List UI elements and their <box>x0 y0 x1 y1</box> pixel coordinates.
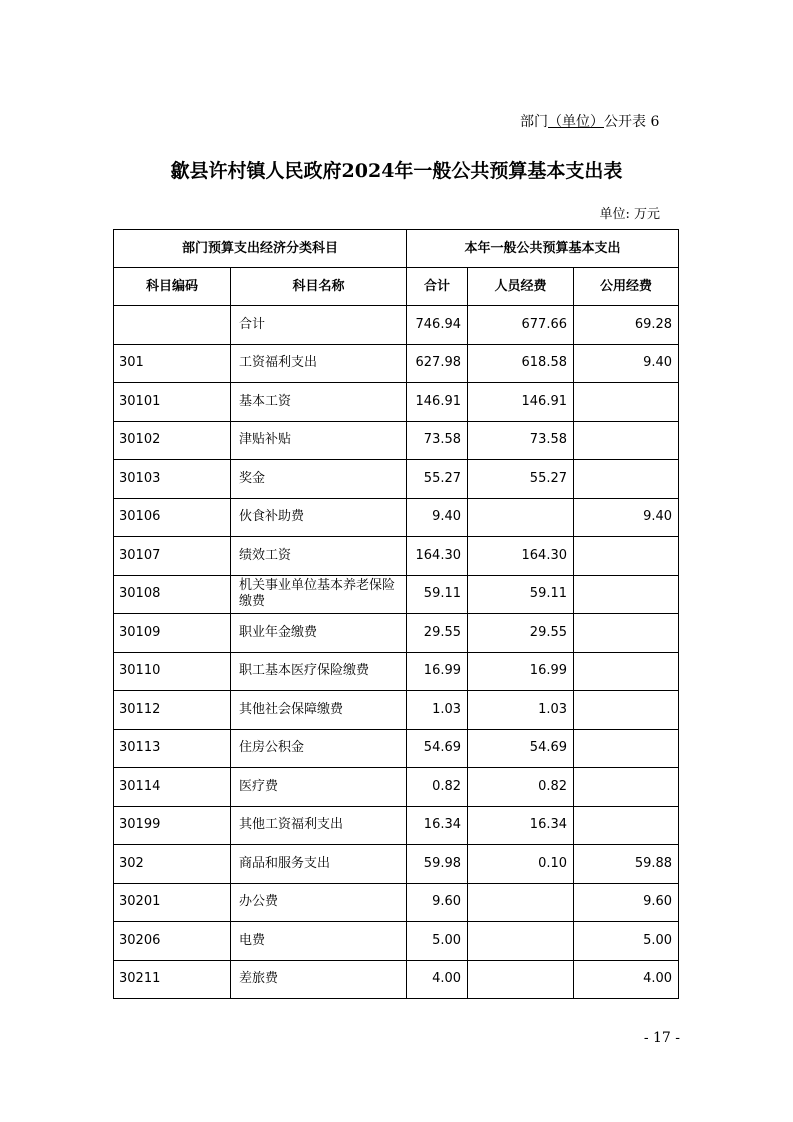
table-row <box>114 383 679 422</box>
cell-name: 合计 <box>231 306 407 345</box>
col-header-name: 科目名称 <box>231 268 407 306</box>
cell-total: 54.69 <box>407 729 468 768</box>
corner-dept: 部门 <box>520 114 548 130</box>
table-number-label <box>520 112 700 132</box>
cell-name: 住房公积金 <box>231 729 407 768</box>
table-row <box>114 806 679 845</box>
cell-code: 30199 <box>114 806 231 845</box>
cell-personnel: 146.91 <box>468 383 574 422</box>
table-row <box>114 344 679 383</box>
cell-code: 30109 <box>114 614 231 653</box>
cell-code: 30112 <box>114 691 231 730</box>
cell-personnel: 1.03 <box>468 691 574 730</box>
cell-total: 55.27 <box>407 460 468 499</box>
cell-name: 其他工资福利支出 <box>231 806 407 845</box>
cell-personnel <box>468 922 574 961</box>
corner-table-no: 公开表 6 <box>604 114 660 130</box>
cell-public: 69.28 <box>574 306 679 345</box>
unit-label: 单位: 万元 <box>599 207 660 222</box>
cell-total: 59.98 <box>407 845 468 884</box>
cell-personnel: 29.55 <box>468 614 574 653</box>
cell-total: 1.03 <box>407 691 468 730</box>
cell-code: 30206 <box>114 922 231 961</box>
table-row <box>114 922 679 961</box>
cell-code: 30114 <box>114 768 231 807</box>
cell-name: 电费 <box>231 922 407 961</box>
table-row <box>114 883 679 922</box>
corner-unit: （单位） <box>548 114 604 130</box>
page-number: - 17 - <box>643 1030 680 1046</box>
budget-table <box>113 229 679 999</box>
table-row <box>114 460 679 499</box>
cell-personnel: 55.27 <box>468 460 574 499</box>
cell-total: 16.99 <box>407 652 468 691</box>
cell-public <box>574 806 679 845</box>
cell-name: 办公费 <box>231 883 407 922</box>
table-row <box>114 960 679 999</box>
table-row <box>114 575 679 614</box>
cell-public: 9.40 <box>574 498 679 537</box>
cell-personnel <box>468 960 574 999</box>
cell-code: 30108 <box>114 575 231 614</box>
table-row <box>114 537 679 576</box>
cell-personnel: 54.69 <box>468 729 574 768</box>
cell-public <box>574 652 679 691</box>
cell-personnel: 0.10 <box>468 845 574 884</box>
cell-name: 职工基本医疗保险缴费 <box>231 652 407 691</box>
table-column-header <box>114 268 679 306</box>
cell-name: 绩效工资 <box>231 537 407 576</box>
cell-code: 30110 <box>114 652 231 691</box>
cell-total: 746.94 <box>407 306 468 345</box>
cell-name: 商品和服务支出 <box>231 845 407 884</box>
cell-total: 29.55 <box>407 614 468 653</box>
cell-public <box>574 460 679 499</box>
col-header-code: 科目编码 <box>114 268 231 306</box>
cell-code: 301 <box>114 344 231 383</box>
cell-name: 伙食补助费 <box>231 498 407 537</box>
cell-personnel: 0.82 <box>468 768 574 807</box>
cell-personnel: 16.99 <box>468 652 574 691</box>
cell-name: 职业年金缴费 <box>231 614 407 653</box>
cell-total: 627.98 <box>407 344 468 383</box>
cell-total: 9.40 <box>407 498 468 537</box>
cell-total: 5.00 <box>407 922 468 961</box>
col-header-public: 公用经费 <box>574 268 679 306</box>
cell-public <box>574 729 679 768</box>
table-body <box>114 306 679 999</box>
cell-code: 30211 <box>114 960 231 999</box>
cell-code: 302 <box>114 845 231 884</box>
cell-public <box>574 537 679 576</box>
cell-code: 30103 <box>114 460 231 499</box>
col-header-total: 合计 <box>407 268 468 306</box>
cell-code: 30201 <box>114 883 231 922</box>
group-header-category: 部门预算支出经济分类科目 <box>114 230 407 268</box>
cell-code: 30113 <box>114 729 231 768</box>
cell-name: 基本工资 <box>231 383 407 422</box>
cell-public <box>574 768 679 807</box>
cell-code: 30107 <box>114 537 231 576</box>
cell-code: 30102 <box>114 421 231 460</box>
cell-personnel <box>468 883 574 922</box>
cell-personnel: 164.30 <box>468 537 574 576</box>
cell-total: 4.00 <box>407 960 468 999</box>
col-header-personnel: 人员经费 <box>468 268 574 306</box>
group-header-expenditure: 本年一般公共预算基本支出 <box>407 230 679 268</box>
page-title: 歙县许村镇人民政府2024年一般公共预算基本支出表 <box>170 160 623 182</box>
cell-name: 医疗费 <box>231 768 407 807</box>
table-row <box>114 729 679 768</box>
cell-public <box>574 383 679 422</box>
cell-personnel: 677.66 <box>468 306 574 345</box>
cell-public: 4.00 <box>574 960 679 999</box>
cell-total: 9.60 <box>407 883 468 922</box>
cell-name: 津贴补贴 <box>231 421 407 460</box>
cell-name: 差旅费 <box>231 960 407 999</box>
cell-code: 30101 <box>114 383 231 422</box>
cell-personnel: 16.34 <box>468 806 574 845</box>
cell-name: 其他社会保障缴费 <box>231 691 407 730</box>
cell-public <box>574 575 679 614</box>
table-row <box>114 306 679 345</box>
cell-public <box>574 691 679 730</box>
cell-total: 73.58 <box>407 421 468 460</box>
cell-personnel: 59.11 <box>468 575 574 614</box>
table-row <box>114 614 679 653</box>
cell-personnel: 618.58 <box>468 344 574 383</box>
cell-code <box>114 306 231 345</box>
cell-public: 9.60 <box>574 883 679 922</box>
cell-total: 16.34 <box>407 806 468 845</box>
table-row <box>114 845 679 884</box>
cell-public <box>574 614 679 653</box>
cell-public <box>574 421 679 460</box>
cell-total: 164.30 <box>407 537 468 576</box>
cell-total: 0.82 <box>407 768 468 807</box>
cell-name: 机关事业单位基本养老保险缴费 <box>231 575 407 614</box>
table-group-header <box>114 230 679 268</box>
cell-public: 9.40 <box>574 344 679 383</box>
table-row <box>114 421 679 460</box>
table-row <box>114 691 679 730</box>
cell-name: 工资福利支出 <box>231 344 407 383</box>
cell-name: 奖金 <box>231 460 407 499</box>
cell-code: 30106 <box>114 498 231 537</box>
cell-personnel <box>468 498 574 537</box>
cell-personnel: 73.58 <box>468 421 574 460</box>
table-row <box>114 652 679 691</box>
table-row <box>114 498 679 537</box>
cell-public: 59.88 <box>574 845 679 884</box>
cell-total: 59.11 <box>407 575 468 614</box>
table-row <box>114 768 679 807</box>
cell-total: 146.91 <box>407 383 468 422</box>
cell-public: 5.00 <box>574 922 679 961</box>
